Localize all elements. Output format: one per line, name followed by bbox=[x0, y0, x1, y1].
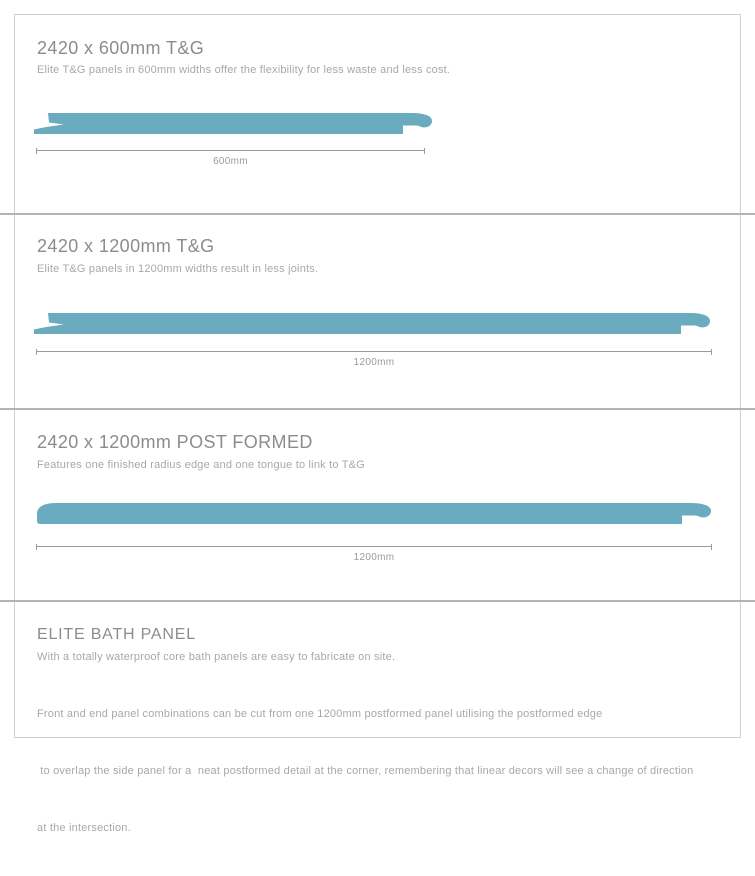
section-divider bbox=[0, 600, 755, 602]
panel-cross-section-diagram bbox=[33, 112, 435, 137]
panel-cross-section-diagram bbox=[33, 312, 713, 337]
dimension-label: 600mm bbox=[213, 156, 248, 167]
section-title: 2420 x 600mm T&G bbox=[37, 38, 205, 58]
dimension-line bbox=[36, 150, 425, 151]
paragraph-line: Front and end panel combinations can be cut from one 1200mm postformed panel utilising the postformed edge bbox=[37, 708, 603, 720]
section-description: Elite T&G panels in 600mm widths offer the flexibility for less waste and less cost. bbox=[37, 64, 451, 76]
section-title: 2420 x 1200mm T&G bbox=[37, 236, 215, 256]
dimension-line bbox=[36, 351, 712, 352]
section-divider bbox=[0, 213, 755, 215]
section-title: ELITE BATH PANEL bbox=[37, 626, 196, 643]
paragraph-line: at the intersection. bbox=[37, 822, 131, 834]
bath-panel-paragraph-2 bbox=[37, 667, 717, 876]
paragraph-line: to overlap the side panel for a neat postformed detail at the corner, remembering that linear decors will see a change of direction bbox=[37, 765, 694, 777]
section-title: 2420 x 1200mm POST FORMED bbox=[37, 432, 313, 452]
section-description: Features one finished radius edge and one tongue to link to T&G bbox=[37, 459, 365, 471]
section-description: Elite T&G panels in 1200mm widths result in less joints. bbox=[37, 263, 319, 275]
bath-panel-paragraph-1: With a totally waterproof core bath panels are easy to fabricate on site. bbox=[37, 651, 396, 663]
dimension-label: 1200mm bbox=[353, 357, 395, 368]
dimension-label: 1200mm bbox=[353, 552, 395, 563]
dimension-line bbox=[36, 546, 712, 547]
section-divider bbox=[0, 408, 755, 410]
panel-cross-section-diagram bbox=[36, 502, 714, 527]
